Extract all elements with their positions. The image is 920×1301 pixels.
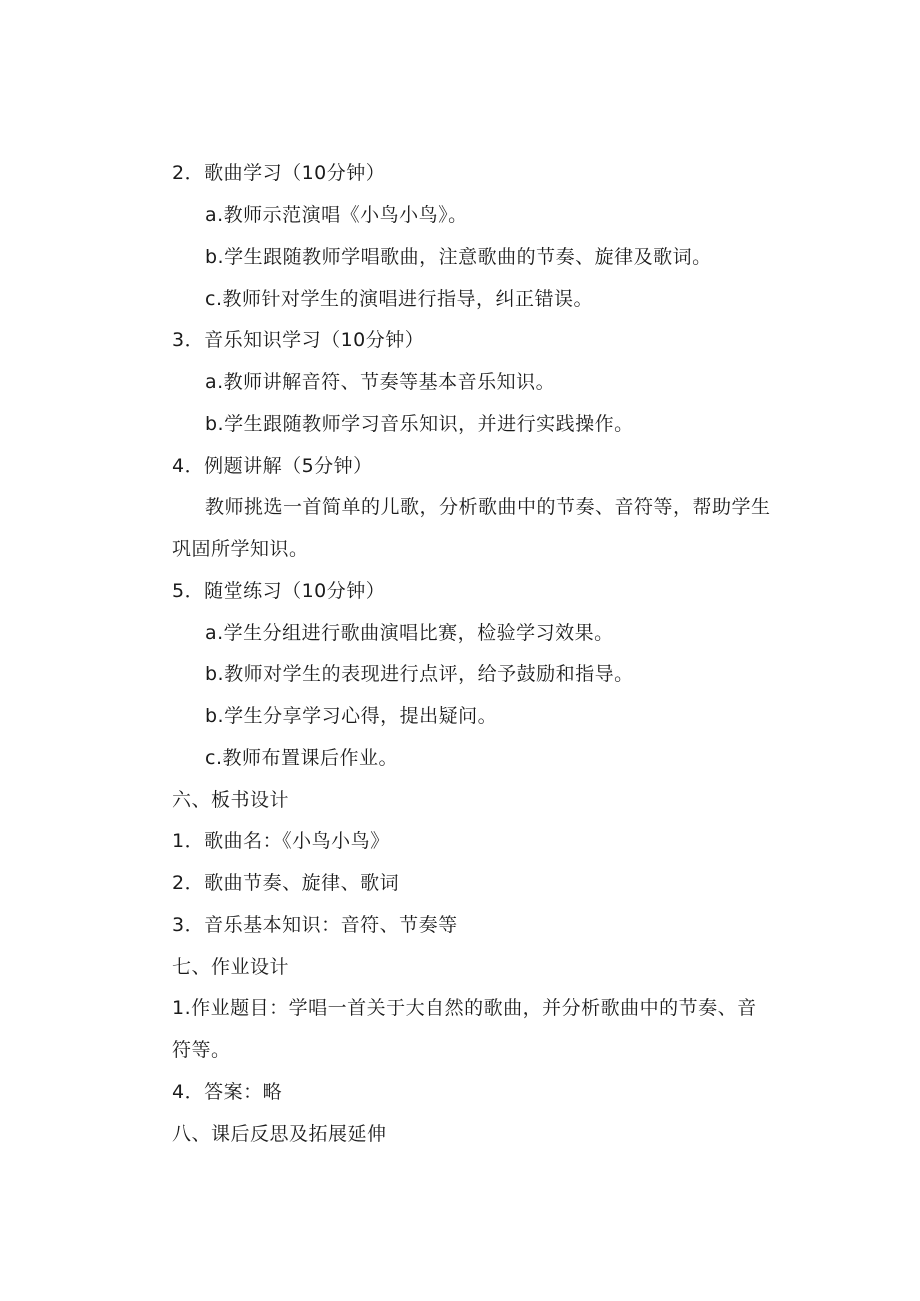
paragraph-line: 符等。	[172, 1039, 231, 1061]
list-item: a.学生分组进行歌曲演唱比赛，检验学习效果。	[205, 622, 614, 644]
list-item: a.教师示范演唱《小鸟小鸟》。	[205, 204, 468, 226]
list-item: b.学生分享学习心得，提出疑问。	[205, 705, 498, 727]
section-3-heading: 3．音乐知识学习（10分钟）	[172, 329, 425, 351]
paragraph-line: 1.作业题目：学唱一首关于大自然的歌曲，并分析歌曲中的节奏、音	[172, 997, 757, 1019]
list-item: a.教师讲解音符、节奏等基本音乐知识。	[205, 371, 556, 393]
section-heading-board-design: 六、板书设计	[172, 789, 290, 811]
paragraph-line: 巩固所学知识。	[172, 538, 309, 560]
list-item: b.学生跟随教师学习音乐知识，并进行实践操作。	[205, 413, 634, 435]
list-item: c.教师针对学生的演唱进行指导，纠正错误。	[205, 288, 593, 310]
list-item: c.教师布置课后作业。	[205, 747, 398, 769]
section-4-heading: 4．例题讲解（5分钟）	[172, 455, 373, 477]
list-item: b.教师对学生的表现进行点评，给予鼓励和指导。	[205, 663, 634, 685]
section-heading-homework: 七、作业设计	[172, 956, 290, 978]
list-item: 1．歌曲名：《小鸟小鸟》	[172, 830, 390, 852]
section-2-heading: 2．歌曲学习（10分钟）	[172, 162, 386, 184]
list-item: 3．音乐基本知识：音符、节奏等	[172, 914, 458, 936]
list-item: b.学生跟随教师学唱歌曲，注意歌曲的节奏、旋律及歌词。	[205, 246, 712, 268]
list-item: 2．歌曲节奏、旋律、歌词	[172, 872, 400, 894]
section-heading-reflection: 八、课后反思及拓展延伸	[172, 1123, 387, 1145]
section-5-heading: 5．随堂练习（10分钟）	[172, 580, 386, 602]
list-item: 4．答案：略	[172, 1081, 283, 1103]
paragraph-line: 教师挑选一首简单的儿歌，分析歌曲中的节奏、音符等，帮助学生	[205, 496, 771, 518]
